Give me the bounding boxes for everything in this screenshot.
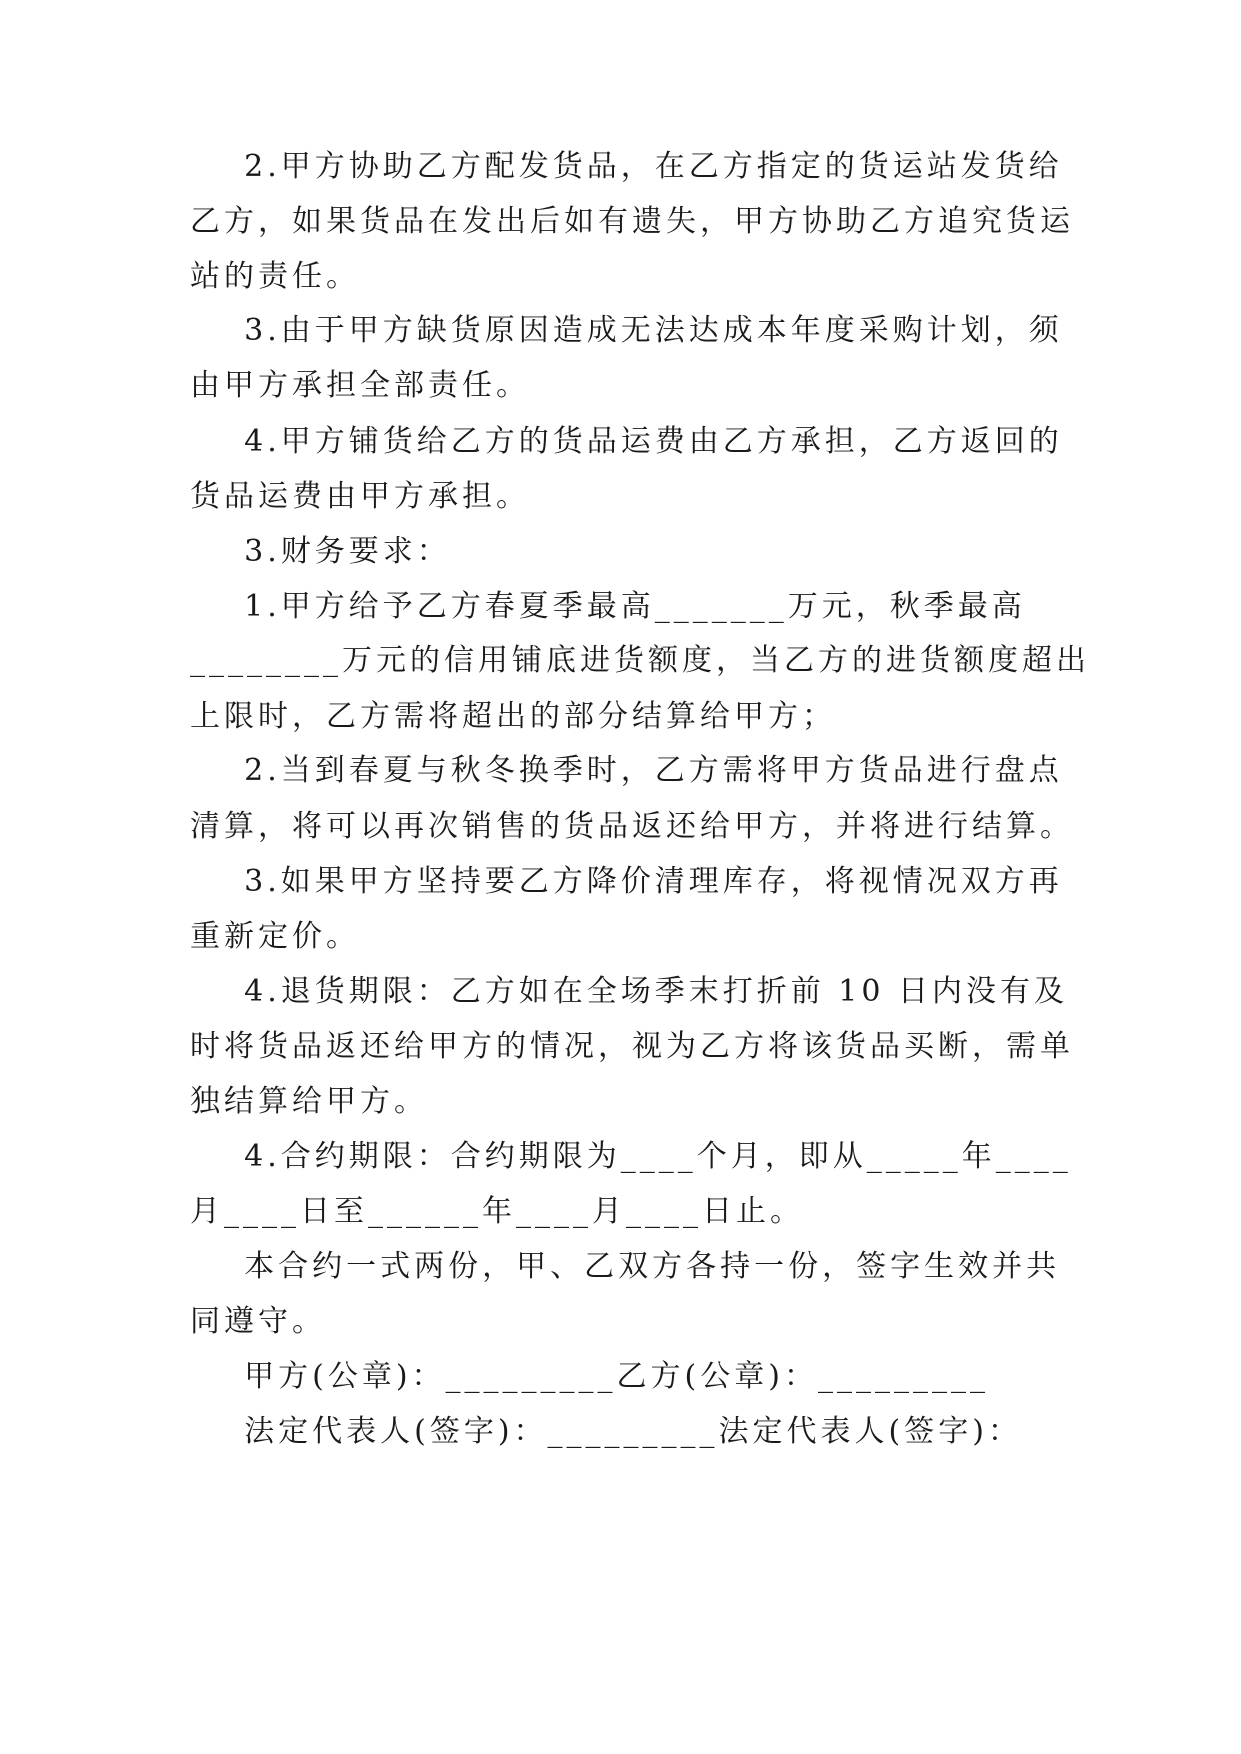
text-line: 本合约一式两份，甲、乙双方各持一份，签字生效并共 — [190, 1249, 1061, 1284]
text-line: 4.退货期限：乙方如在全场季末打折前 10 日内没有及 — [190, 974, 1069, 1009]
text-line: 3.如果甲方坚持要乙方降价清理库存，将视情况双方再 — [190, 864, 1063, 899]
text-line: 2.当到春夏与秋冬换季时，乙方需将甲方货品进行盘点 — [190, 753, 1063, 788]
text-line: 上限时，乙方需将超出的部分结算给甲方； — [190, 699, 836, 734]
text-line: 同遵守。 — [190, 1304, 326, 1339]
text-line: 乙方，如果货品在发出后如有遗失，甲方协助乙方追究货运 — [190, 204, 1074, 239]
text-line: 由甲方承担全部责任。 — [190, 368, 530, 403]
text-line: 重新定价。 — [190, 919, 360, 954]
text-line: 1.甲方给予乙方春夏季最高_______万元，秋季最高 — [190, 589, 1026, 624]
text-line: 4.甲方铺货给乙方的货品运费由乙方承担，乙方返回的 — [190, 424, 1063, 459]
text-line: 时将货品返还给甲方的情况，视为乙方将该货品买断，需单 — [190, 1029, 1074, 1064]
section-heading: 3.财务要求： — [190, 534, 451, 569]
text-line: 4.合约期限：合约期限为____个月，即从_____年____ — [190, 1139, 1072, 1174]
text-line: 2.甲方协助乙方配发货品，在乙方指定的货运站发货给 — [190, 149, 1063, 184]
text-line: 月____日至______年____月____日止。 — [190, 1194, 804, 1229]
text-line: 3.由于甲方缺货原因造成无法达成本年度采购计划，须 — [190, 313, 1063, 348]
text-line: ________万元的信用铺底进货额度，当乙方的进货额度超出 — [190, 643, 1090, 678]
text-line: 站的责任。 — [190, 259, 360, 294]
text-line: 独结算给甲方。 — [190, 1084, 428, 1119]
signature-line-representative: 法定代表人(签字)：_________法定代表人(签字)： — [190, 1414, 1022, 1449]
signature-line-seal: 甲方(公章)：_________乙方(公章)：_________ — [190, 1359, 989, 1394]
text-line: 货品运费由甲方承担。 — [190, 479, 530, 514]
text-line: 清算，将可以再次销售的货品返还给甲方，并将进行结算。 — [190, 809, 1074, 844]
